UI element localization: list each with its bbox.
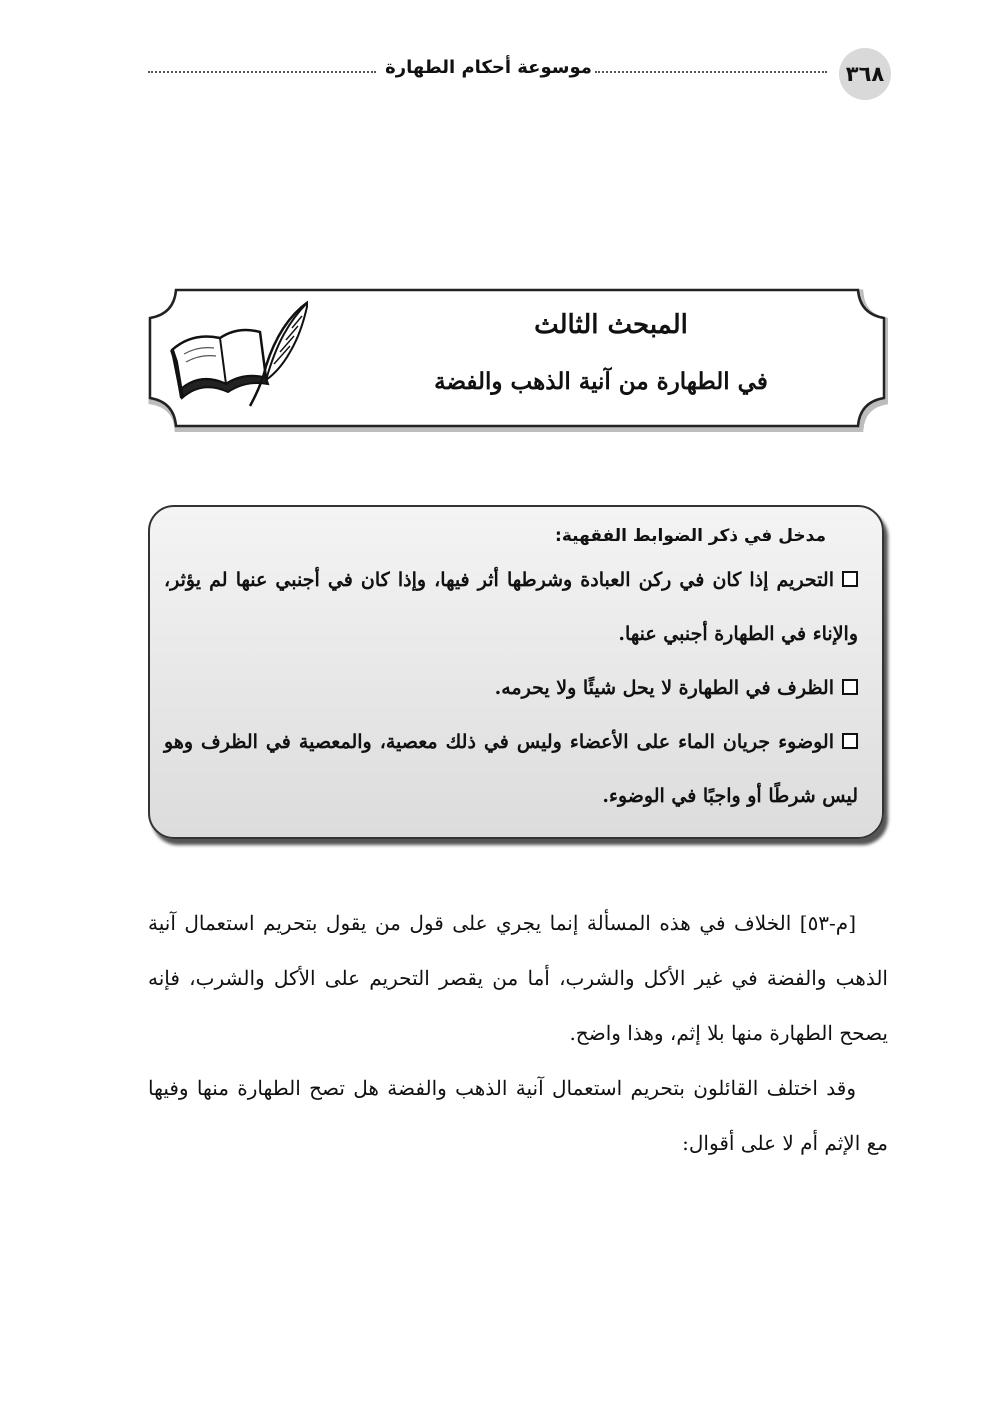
book-quill-icon [162, 292, 308, 412]
running-title: موسوعة أحكام الطهارة [385, 57, 592, 78]
chapter-title-frame [146, 284, 888, 432]
checkbox-icon [842, 571, 858, 587]
body-paragraph-2: وقد اختلف القائلون بتحريم استعمال آنية الذهب والفضة هل تصح الطهارة منها وفيها مع الإثم أم لا على أقوال: [148, 1076, 888, 1155]
fiqh-rules-box [148, 505, 884, 839]
rule-item-3 [164, 715, 858, 823]
header-divider-left [148, 71, 376, 73]
body-text [148, 896, 888, 1171]
page-header [146, 44, 891, 100]
rule-item-2 [164, 661, 858, 715]
rule-item-1 [164, 553, 858, 661]
checkbox-icon [842, 733, 858, 749]
rule-text: التحريم إذا كان في ركن العبادة وشرطها أثر فيها، وإذا كان في أجنبي عنها لم يؤثر، والإناء في الطهارة أجنبي عنها. [164, 569, 858, 645]
page-number: ٣٦٨ [839, 48, 891, 100]
chapter-heading: المبحث الثالث [534, 310, 688, 340]
chapter-subtitle: في الطهارة من آنية الذهب والفضة [434, 368, 768, 395]
rule-text: الوضوء جريان الماء على الأعضاء وليس في ذلك معصية، والمعصية في الظرف وهو ليس شرطًا أو واجبًا في الوضوء. [164, 731, 858, 807]
rule-text: الظرف في الطهارة لا يحل شيئًا ولا يحرمه. [494, 677, 834, 699]
checkbox-icon [842, 679, 858, 695]
rules-heading: مدخل في ذكر الضوابط الفقهية: [555, 526, 826, 546]
header-divider-right [595, 71, 827, 73]
body-paragraph-1: [م-٥٣] الخلاف في هذه المسألة إنما يجري على قول من يقول بتحريم استعمال آنية الذهب والفضة في غير الأكل والشرب، أما من يقصر التحريم على الأكل والشرب، فإنه يصحح الطهارة منها بلا إثم، وهذا واضح. [148, 911, 888, 1045]
